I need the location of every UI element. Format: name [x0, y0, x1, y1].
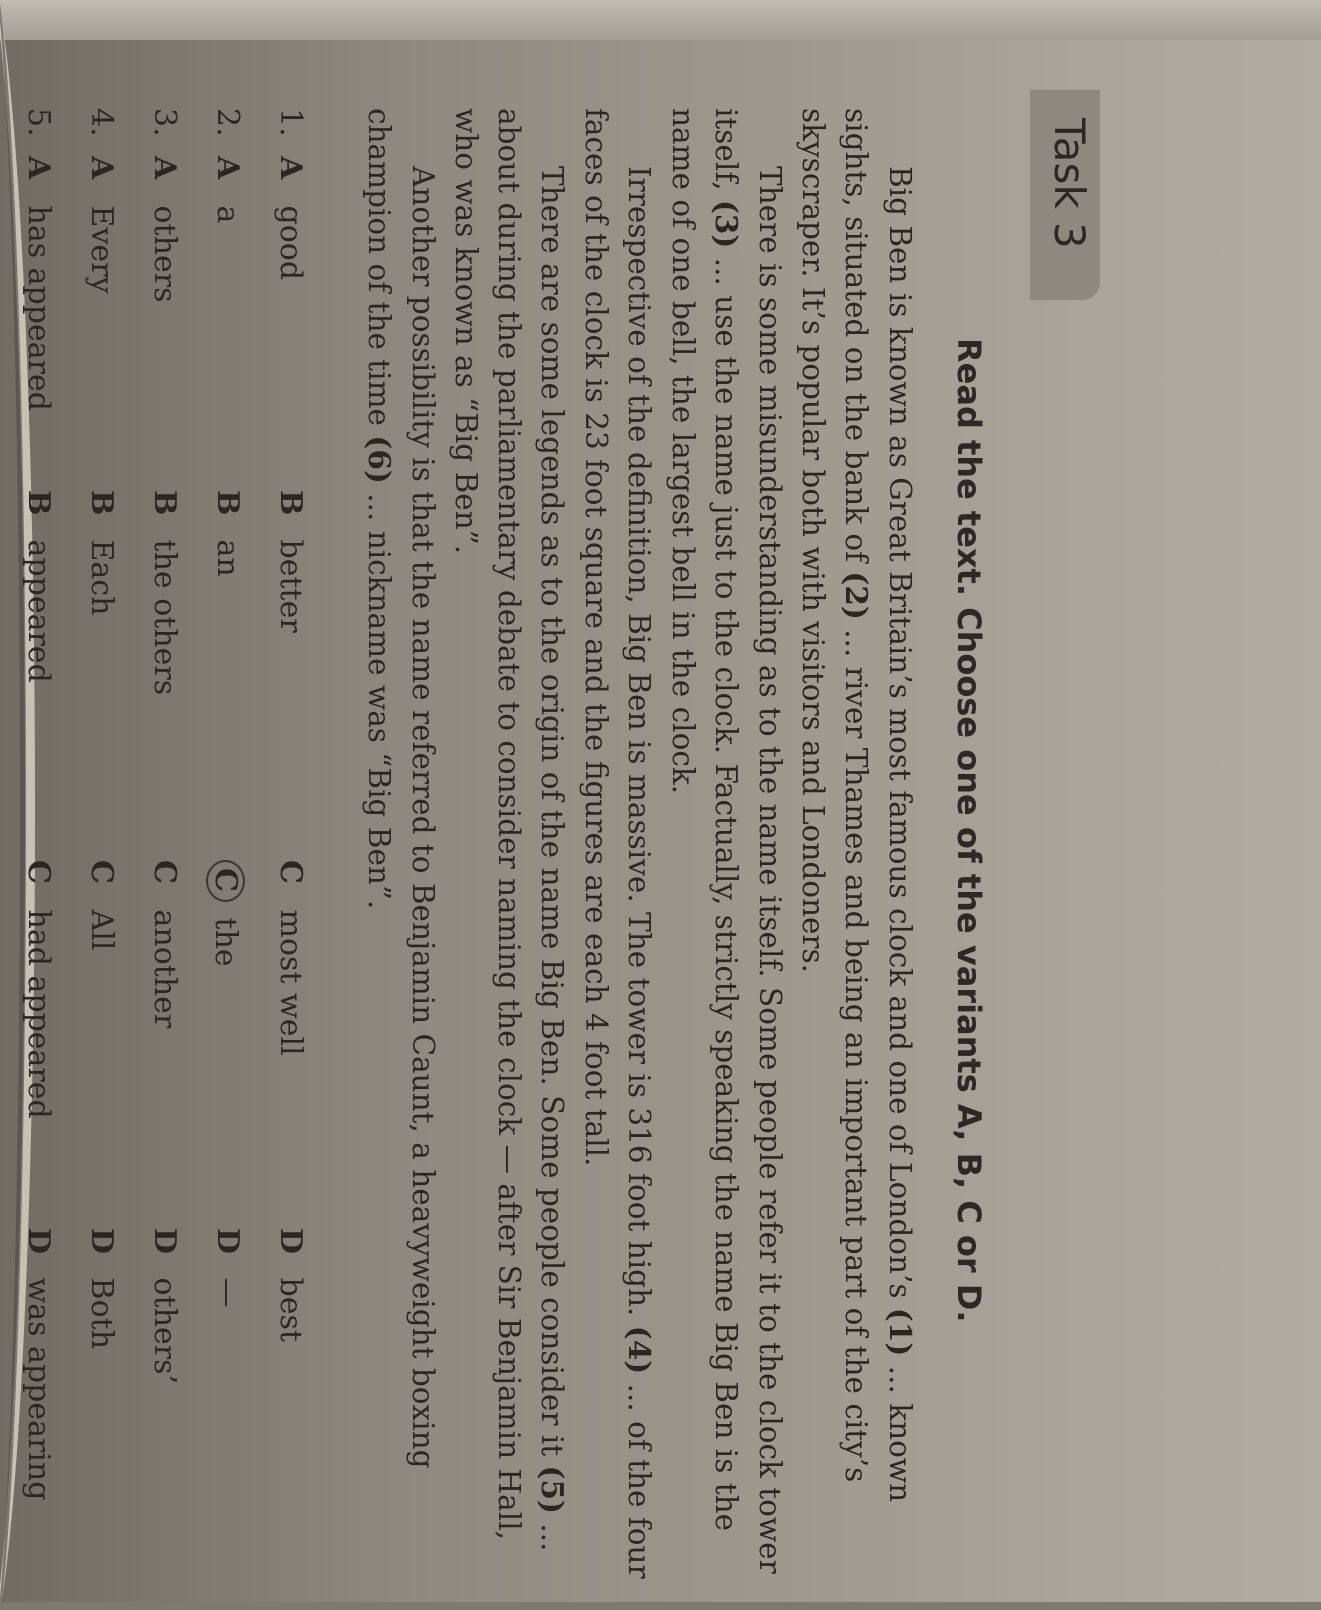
- option-letter: C: [206, 860, 245, 902]
- option-a[interactable]: [273, 156, 308, 280]
- option-letter: C: [273, 860, 308, 884]
- option-c[interactable]: [147, 860, 182, 1028]
- option-a[interactable]: [147, 156, 182, 302]
- rotated-page: [5, 90, 1100, 1610]
- gap-number: (5): [535, 1465, 570, 1514]
- option-b[interactable]: [147, 490, 182, 695]
- option-letter: A: [273, 156, 308, 180]
- passage-text: ... about during the parliamentary debate to consider naming the clock — after Sir Benjamin Hall, who was known as “Big Ben”.: [449, 108, 569, 1552]
- instruction-text: Read the text. Choose one of the variants A, B, C or D.: [950, 338, 988, 1323]
- option-text: appeared: [21, 530, 56, 683]
- option-c[interactable]: [84, 860, 119, 950]
- option-text: an: [210, 530, 245, 577]
- passage-text: ... known sights, situated on the bank of: [839, 108, 917, 1503]
- answer-options: [0, 108, 308, 1588]
- option-c[interactable]: [273, 860, 308, 1056]
- option-d[interactable]: [210, 1228, 245, 1308]
- option-a[interactable]: [84, 156, 119, 293]
- option-c[interactable]: [206, 860, 245, 967]
- passage-paragraph: [574, 108, 661, 1608]
- gap-number: (6): [362, 435, 397, 484]
- option-text: the: [208, 908, 243, 967]
- reading-passage: [357, 108, 922, 1608]
- task-title: Task 3: [1045, 118, 1094, 249]
- option-row: [119, 108, 182, 1588]
- passage-text: ... use the name just to the clock. Factually, strictly speaking the name Big Ben is the name of one bell, the largest bell in the clock.: [666, 108, 743, 1532]
- option-letter: D: [84, 1228, 119, 1255]
- option-d[interactable]: [84, 1228, 119, 1349]
- option-text: others: [147, 196, 182, 303]
- option-text: the others: [147, 530, 182, 696]
- option-letter: C: [84, 860, 119, 884]
- option-letter: C: [147, 860, 182, 884]
- table-edge: [0, 0, 1321, 40]
- passage-text: There is some misunderstanding as to the name itself. Some people refer it to the clock tower itself,: [709, 108, 787, 1574]
- option-letter: D: [147, 1228, 182, 1255]
- passage-text: ... river Thames and being an important part of the city’s skyscraper. It’s popular both with visitors and Londoners.: [796, 108, 873, 1483]
- option-text: good: [273, 196, 308, 281]
- option-text: was appearing: [21, 1268, 56, 1501]
- option-text: has appeared: [21, 196, 56, 411]
- option-letter: A: [21, 156, 56, 180]
- option-letter: B: [273, 490, 308, 516]
- option-text: All: [84, 900, 119, 951]
- option-row: [245, 108, 308, 1588]
- passage-text: ... nickname was “Big Ben”.: [362, 483, 396, 910]
- question-number: 5.: [21, 108, 56, 137]
- option-letter: B: [210, 490, 245, 516]
- passage-text: There are some legends as to the origin of the name Big Ben. Some people consider it: [535, 166, 569, 1466]
- option-d[interactable]: [21, 1228, 56, 1500]
- option-c[interactable]: [21, 860, 56, 1119]
- question-number: 2.: [210, 108, 245, 137]
- option-text: best: [273, 1268, 308, 1342]
- passage-text: Another possibility is that the name referred to Benjamin Caunt, a heavyweight boxing champion of the time: [362, 108, 440, 1469]
- question-number: 3.: [147, 108, 182, 137]
- option-text: Each: [84, 530, 119, 616]
- task-tab: [1030, 90, 1100, 300]
- option-text: others’: [147, 1268, 182, 1385]
- option-letter: A: [210, 156, 245, 180]
- option-letter: A: [84, 156, 119, 180]
- option-letter: B: [84, 490, 119, 516]
- option-d[interactable]: [147, 1228, 182, 1384]
- option-text: better: [273, 530, 308, 633]
- option-b[interactable]: [210, 490, 245, 577]
- option-b[interactable]: [21, 490, 56, 683]
- passage-text: ... of the four faces of the clock is 23 foot square and the figures are each 4 foot tall.: [579, 108, 656, 1579]
- option-letter: D: [21, 1228, 56, 1255]
- option-b[interactable]: [84, 490, 119, 615]
- option-text: had appeared: [21, 900, 56, 1119]
- option-letter: C: [21, 860, 56, 884]
- option-letter: D: [210, 1228, 245, 1255]
- passage-paragraph: [444, 108, 574, 1608]
- gap-number: (1): [883, 1307, 918, 1357]
- passage-paragraph: [661, 108, 791, 1608]
- option-text: a: [210, 196, 245, 224]
- option-text: —: [210, 1268, 245, 1308]
- option-letter: A: [147, 156, 182, 180]
- option-text: most well: [273, 900, 308, 1056]
- gap-number: (2): [839, 571, 874, 620]
- passage-paragraph: [791, 108, 922, 1608]
- question-number: 1.: [273, 108, 308, 137]
- question-number: 4.: [84, 108, 119, 137]
- gap-number: (3): [709, 199, 744, 249]
- option-text: Both: [84, 1268, 119, 1350]
- option-letter: B: [147, 490, 182, 516]
- option-row: [56, 108, 119, 1588]
- option-letter: D: [273, 1228, 308, 1255]
- option-row: [182, 108, 245, 1588]
- passage-text: Irrespective of the definition, Big Ben is massive. The tower is 316 foot high.: [622, 166, 656, 1326]
- option-a[interactable]: [21, 156, 56, 411]
- passage-text: Big Ben is known as Great Britain’s most famous clock and one of London’s: [883, 166, 917, 1308]
- option-letter: B: [21, 490, 56, 516]
- option-d[interactable]: [273, 1228, 308, 1342]
- option-b[interactable]: [273, 490, 308, 633]
- option-text: another: [147, 900, 182, 1029]
- option-text: Every: [84, 196, 119, 294]
- passage-paragraph: [357, 108, 444, 1608]
- option-row: [0, 108, 56, 1588]
- option-a[interactable]: [210, 156, 245, 223]
- gap-number: (4): [622, 1325, 657, 1375]
